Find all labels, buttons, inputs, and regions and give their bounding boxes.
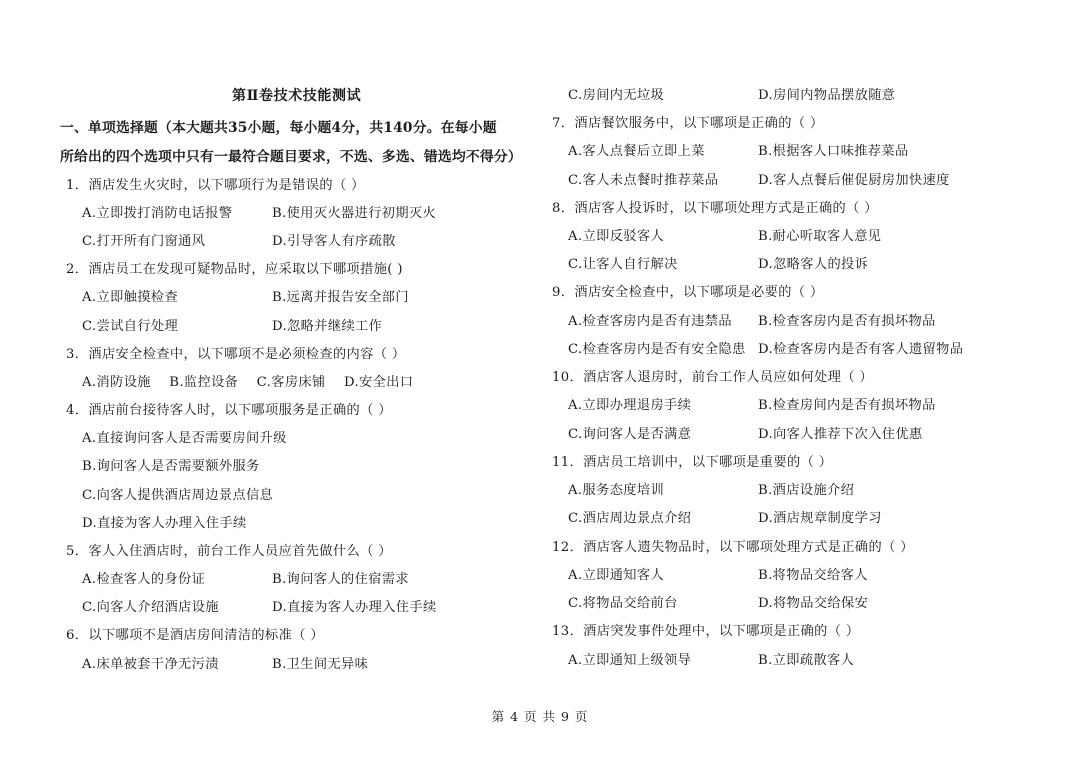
question-stem: 5．客人入住酒店时，前台工作人员应首先做什么（ ） bbox=[66, 544, 392, 559]
page-footer: 第 4 页 共 9 页 bbox=[491, 709, 589, 724]
question-stem: 10．酒店客人退房时，前台工作人员应如何处理（ ） bbox=[552, 370, 874, 385]
option-a: A.检查客房内是否有违禁品 bbox=[568, 314, 732, 329]
option-a: A.检查客人的身份证 bbox=[82, 572, 206, 587]
option-b: B.将物品交给客人 bbox=[758, 568, 868, 583]
question-stem: 11．酒店员工培训中，以下哪项是重要的（ ） bbox=[552, 455, 833, 470]
option-c: C.房间内无垃圾 bbox=[568, 88, 665, 103]
option-a: A.床单被套干净无污渍 bbox=[82, 657, 219, 672]
option-d: D.忽略并继续工作 bbox=[272, 319, 383, 334]
option-b: B.立即疏散客人 bbox=[758, 653, 855, 668]
option-c: C.尝试自行处理 bbox=[82, 319, 179, 334]
section-heading-line2: 所给出的四个选项中只有一最符合题目要求，不选、多选、错选均不得分） bbox=[60, 149, 522, 165]
option-d: D.将物品交给保安 bbox=[758, 596, 869, 611]
options-all: A.消防设施 B.监控设备 C.客房床铺 D.安全出口 bbox=[82, 375, 414, 390]
question-stem: 4．酒店前台接待客人时，以下哪项服务是正确的（ ） bbox=[66, 403, 392, 418]
question-stem: 13．酒店突发事件处理中，以下哪项是正确的（ ） bbox=[552, 624, 860, 639]
option-b: B.酒店设施介绍 bbox=[758, 483, 855, 498]
option-d: D.房间内物品摆放随意 bbox=[758, 88, 896, 103]
option-a: A.立即通知上级领导 bbox=[568, 653, 692, 668]
option-c: C.让客人自行解决 bbox=[568, 257, 678, 272]
question-stem: 9．酒店安全检查中，以下哪项是必要的（ ） bbox=[552, 285, 824, 300]
question-stem: 12．酒店客人遗失物品时，以下哪项处理方式是正确的（ ） bbox=[552, 540, 914, 555]
option-b: B.询问客人的住宿需求 bbox=[272, 572, 409, 587]
option-a: A.立即反驳客人 bbox=[568, 229, 665, 244]
question-stem: 8．酒店客人投诉时，以下哪项处理方式是正确的（ ） bbox=[552, 201, 878, 216]
option-c: C.客人未点餐时推荐菜品 bbox=[568, 173, 719, 188]
option-c: C.检查客房内是否有安全隐患 bbox=[568, 342, 746, 357]
option-c: C.将物品交给前台 bbox=[568, 596, 678, 611]
option-d: D.酒店规章制度学习 bbox=[758, 511, 882, 526]
option-d: D.向客人推荐下次入住优惠 bbox=[758, 427, 923, 442]
option-a: A.立即拨打消防电话报警 bbox=[82, 206, 233, 221]
option-a: A.立即通知客人 bbox=[568, 568, 665, 583]
option-b: B.检查客房内是否有损坏物品 bbox=[758, 314, 936, 329]
option-d: D.忽略客人的投诉 bbox=[758, 257, 869, 272]
question-stem: 2．酒店员工在发现可疑物品时，应采取以下哪项措施( ) bbox=[66, 262, 403, 277]
option-c: C.酒店周边景点介绍 bbox=[568, 511, 692, 526]
option-c: C.打开所有门窗通风 bbox=[82, 234, 206, 249]
option-b: B.耐心听取客人意见 bbox=[758, 229, 882, 244]
option-b: B.检查房间内是否有损坏物品 bbox=[758, 398, 936, 413]
option-b: B.询问客人是否需要额外服务 bbox=[82, 459, 260, 474]
option-d: D.客人点餐后催促厨房加快速度 bbox=[758, 173, 950, 188]
option-a: A.服务态度培训 bbox=[568, 483, 665, 498]
page-title: 第Ⅱ卷技术技能测试 bbox=[232, 88, 362, 104]
option-b: B.远离并报告安全部门 bbox=[272, 290, 409, 305]
option-d: D.直接为客人办理入住手续 bbox=[272, 600, 437, 615]
option-c: C.向客人介绍酒店设施 bbox=[82, 600, 219, 615]
option-c: C.向客人提供酒店周边景点信息 bbox=[82, 488, 274, 503]
option-d: D.引导客人有序疏散 bbox=[272, 234, 396, 249]
option-a: A.直接询问客人是否需要房间升级 bbox=[82, 431, 287, 446]
section-heading-line1: 一、单项选择题（本大题共35小题，每小题4分，共140分。在每小题 bbox=[60, 120, 497, 136]
option-d: D.检查客房内是否有客人遗留物品 bbox=[758, 342, 964, 357]
option-a: A.立即触摸检查 bbox=[82, 290, 179, 305]
option-a: A.立即办理退房手续 bbox=[568, 398, 692, 413]
question-stem: 1．酒店发生火灾时，以下哪项行为是错误的（ ） bbox=[66, 178, 365, 193]
question-stem: 7．酒店餐饮服务中，以下哪项是正确的（ ） bbox=[552, 116, 824, 131]
option-b: B.根据客人口味推荐菜品 bbox=[758, 144, 909, 159]
option-a: A.客人点餐后立即上菜 bbox=[568, 144, 705, 159]
option-b: B.卫生间无异味 bbox=[272, 657, 369, 672]
question-stem: 6．以下哪项不是酒店房间清洁的标准（ ） bbox=[66, 628, 324, 643]
question-stem: 3．酒店安全检查中，以下哪项不是必须检查的内容（ ） bbox=[66, 347, 406, 362]
option-c: C.询问客人是否满意 bbox=[568, 427, 692, 442]
option-d: D.直接为客人办理入住手续 bbox=[82, 516, 247, 531]
option-b: B.使用灭火器进行初期灭火 bbox=[272, 206, 437, 221]
